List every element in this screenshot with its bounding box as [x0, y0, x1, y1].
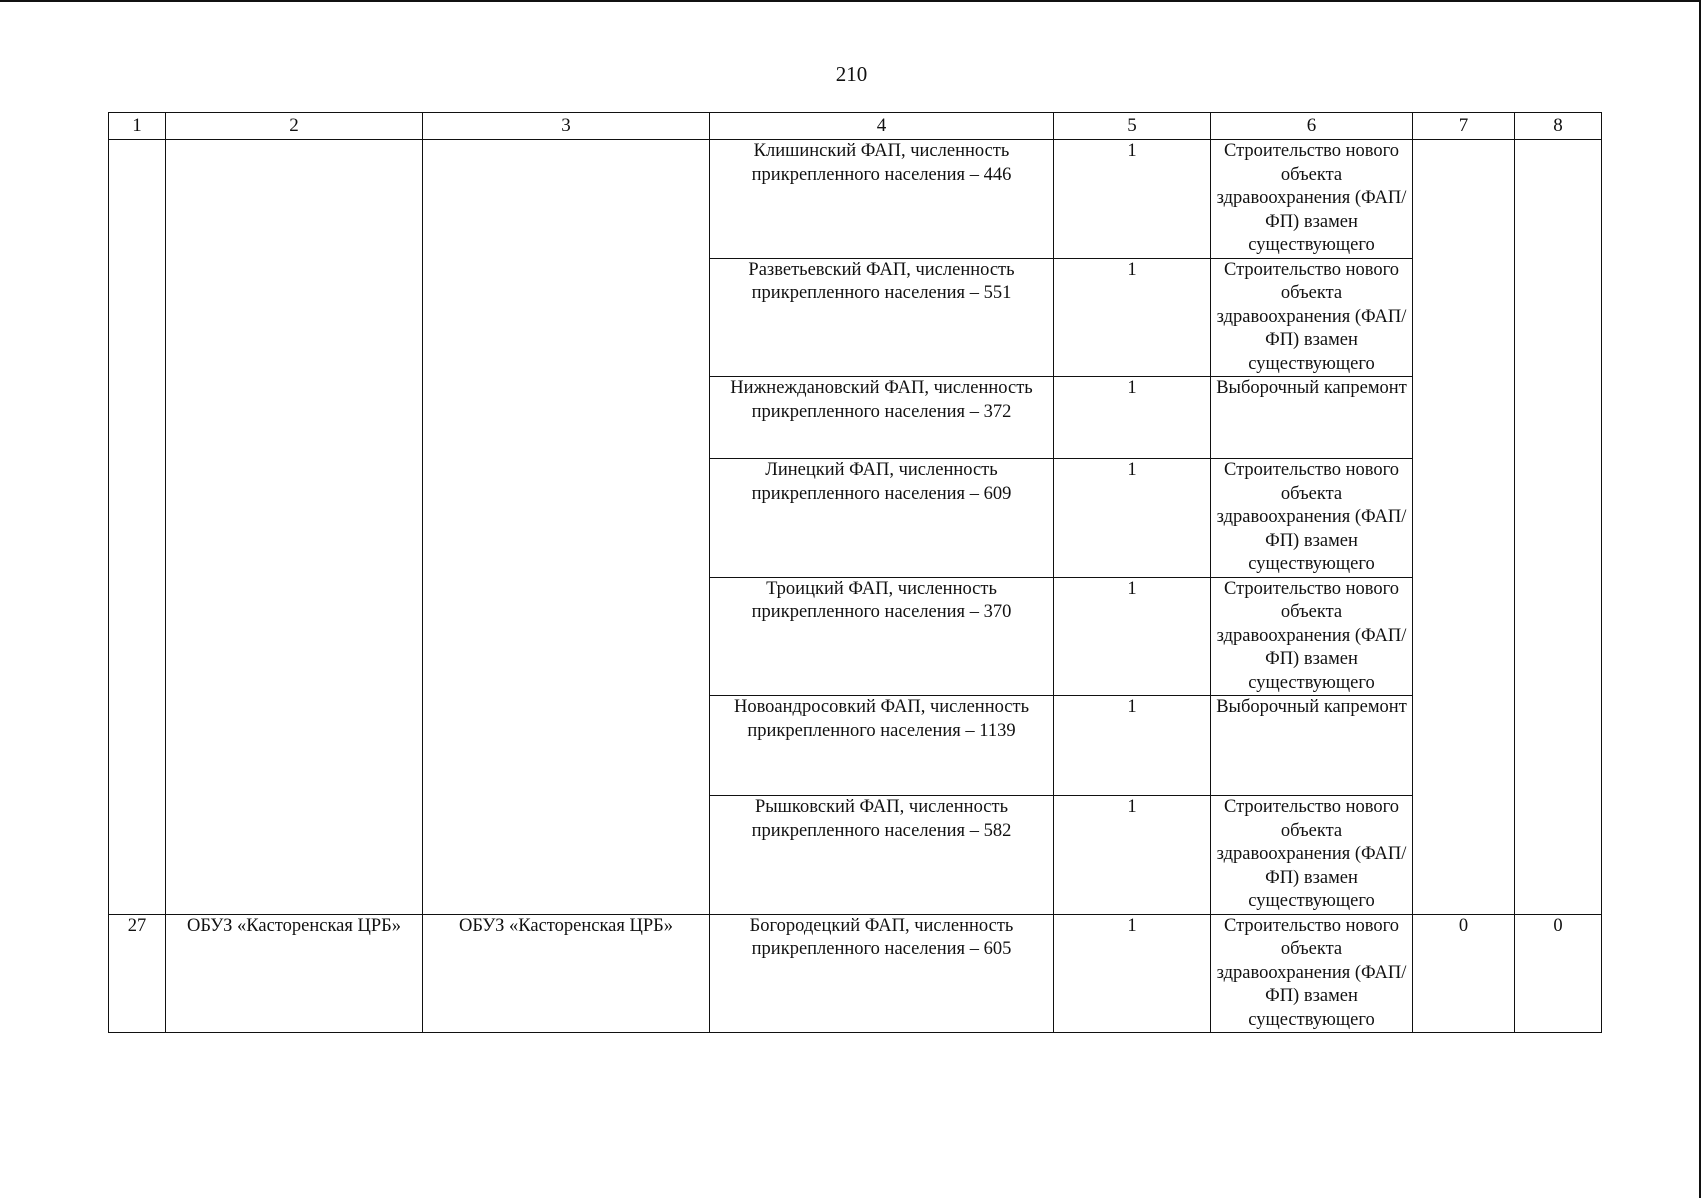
col8-cell [1515, 140, 1602, 915]
action-cell: Строительство нового объекта здравоохранения (ФАП/ФП) взамен существующего [1211, 258, 1413, 377]
row-number-cell: 27 [109, 914, 166, 1033]
count-cell: 1 [1054, 796, 1211, 915]
page-number: 210 [835, 62, 868, 86]
header-col-1: 1 [109, 113, 166, 140]
header-col-5: 5 [1054, 113, 1211, 140]
fap-cell: Клишинский ФАП, численность прикрепленного населения – 446 [710, 140, 1054, 259]
count-cell: 1 [1054, 696, 1211, 796]
count-cell: 1 [1054, 377, 1211, 459]
header-row [109, 113, 1602, 140]
col7-cell [1413, 140, 1515, 915]
action-cell: Выборочный капремонт [1211, 696, 1413, 796]
col7-cell: 0 [1413, 914, 1515, 1033]
fap-cell: Нижнеждановский ФАП, численность прикрепленного населения – 372 [710, 377, 1054, 459]
org-cell: ОБУЗ «Касторенская ЦРБ» [166, 914, 423, 1033]
fap-cell: Троицкий ФАП, численность прикрепленного населения – 370 [710, 577, 1054, 696]
row-number-cell [109, 140, 166, 915]
count-cell: 1 [1054, 577, 1211, 696]
header-col-6: 6 [1211, 113, 1413, 140]
col8-cell: 0 [1515, 914, 1602, 1033]
fap-cell: Богородецкий ФАП, численность прикрепленного населения – 605 [710, 914, 1054, 1033]
org-cell [166, 140, 423, 915]
count-cell: 1 [1054, 258, 1211, 377]
fap-cell: Новоандросовкий ФАП, численность прикрепленного населения – 1139 [710, 696, 1054, 796]
count-cell: 1 [1054, 140, 1211, 259]
action-cell: Строительство нового объекта здравоохранения (ФАП/ФП) взамен существующего [1211, 577, 1413, 696]
header-col-4: 4 [710, 113, 1054, 140]
table-row [109, 140, 1602, 259]
action-cell: Строительство нового объекта здравоохранения (ФАП/ФП) взамен существующего [1211, 140, 1413, 259]
header-col-8: 8 [1515, 113, 1602, 140]
fap-cell: Линецкий ФАП, численность прикрепленного населения – 609 [710, 459, 1054, 578]
table-row [109, 914, 1602, 1033]
unit-cell [423, 140, 710, 915]
fap-cell: Рышковский ФАП, численность прикрепленного населения – 582 [710, 796, 1054, 915]
fap-cell: Разветьевский ФАП, численность прикрепленного населения – 551 [710, 258, 1054, 377]
header-col-2: 2 [166, 113, 423, 140]
header-col-7: 7 [1413, 113, 1515, 140]
action-cell: Выборочный капремонт [1211, 377, 1413, 459]
action-cell: Строительство нового объекта здравоохранения (ФАП/ФП) взамен существующего [1211, 796, 1413, 915]
facilities-table [108, 112, 1602, 1033]
action-cell: Строительство нового объекта здравоохранения (ФАП/ФП) взамен существующего [1211, 459, 1413, 578]
action-cell: Строительство нового объекта здравоохранения (ФАП/ФП) взамен существующего [1211, 914, 1413, 1033]
count-cell: 1 [1054, 914, 1211, 1033]
header-col-3: 3 [423, 113, 710, 140]
count-cell: 1 [1054, 459, 1211, 578]
unit-cell: ОБУЗ «Касторенская ЦРБ» [423, 914, 710, 1033]
